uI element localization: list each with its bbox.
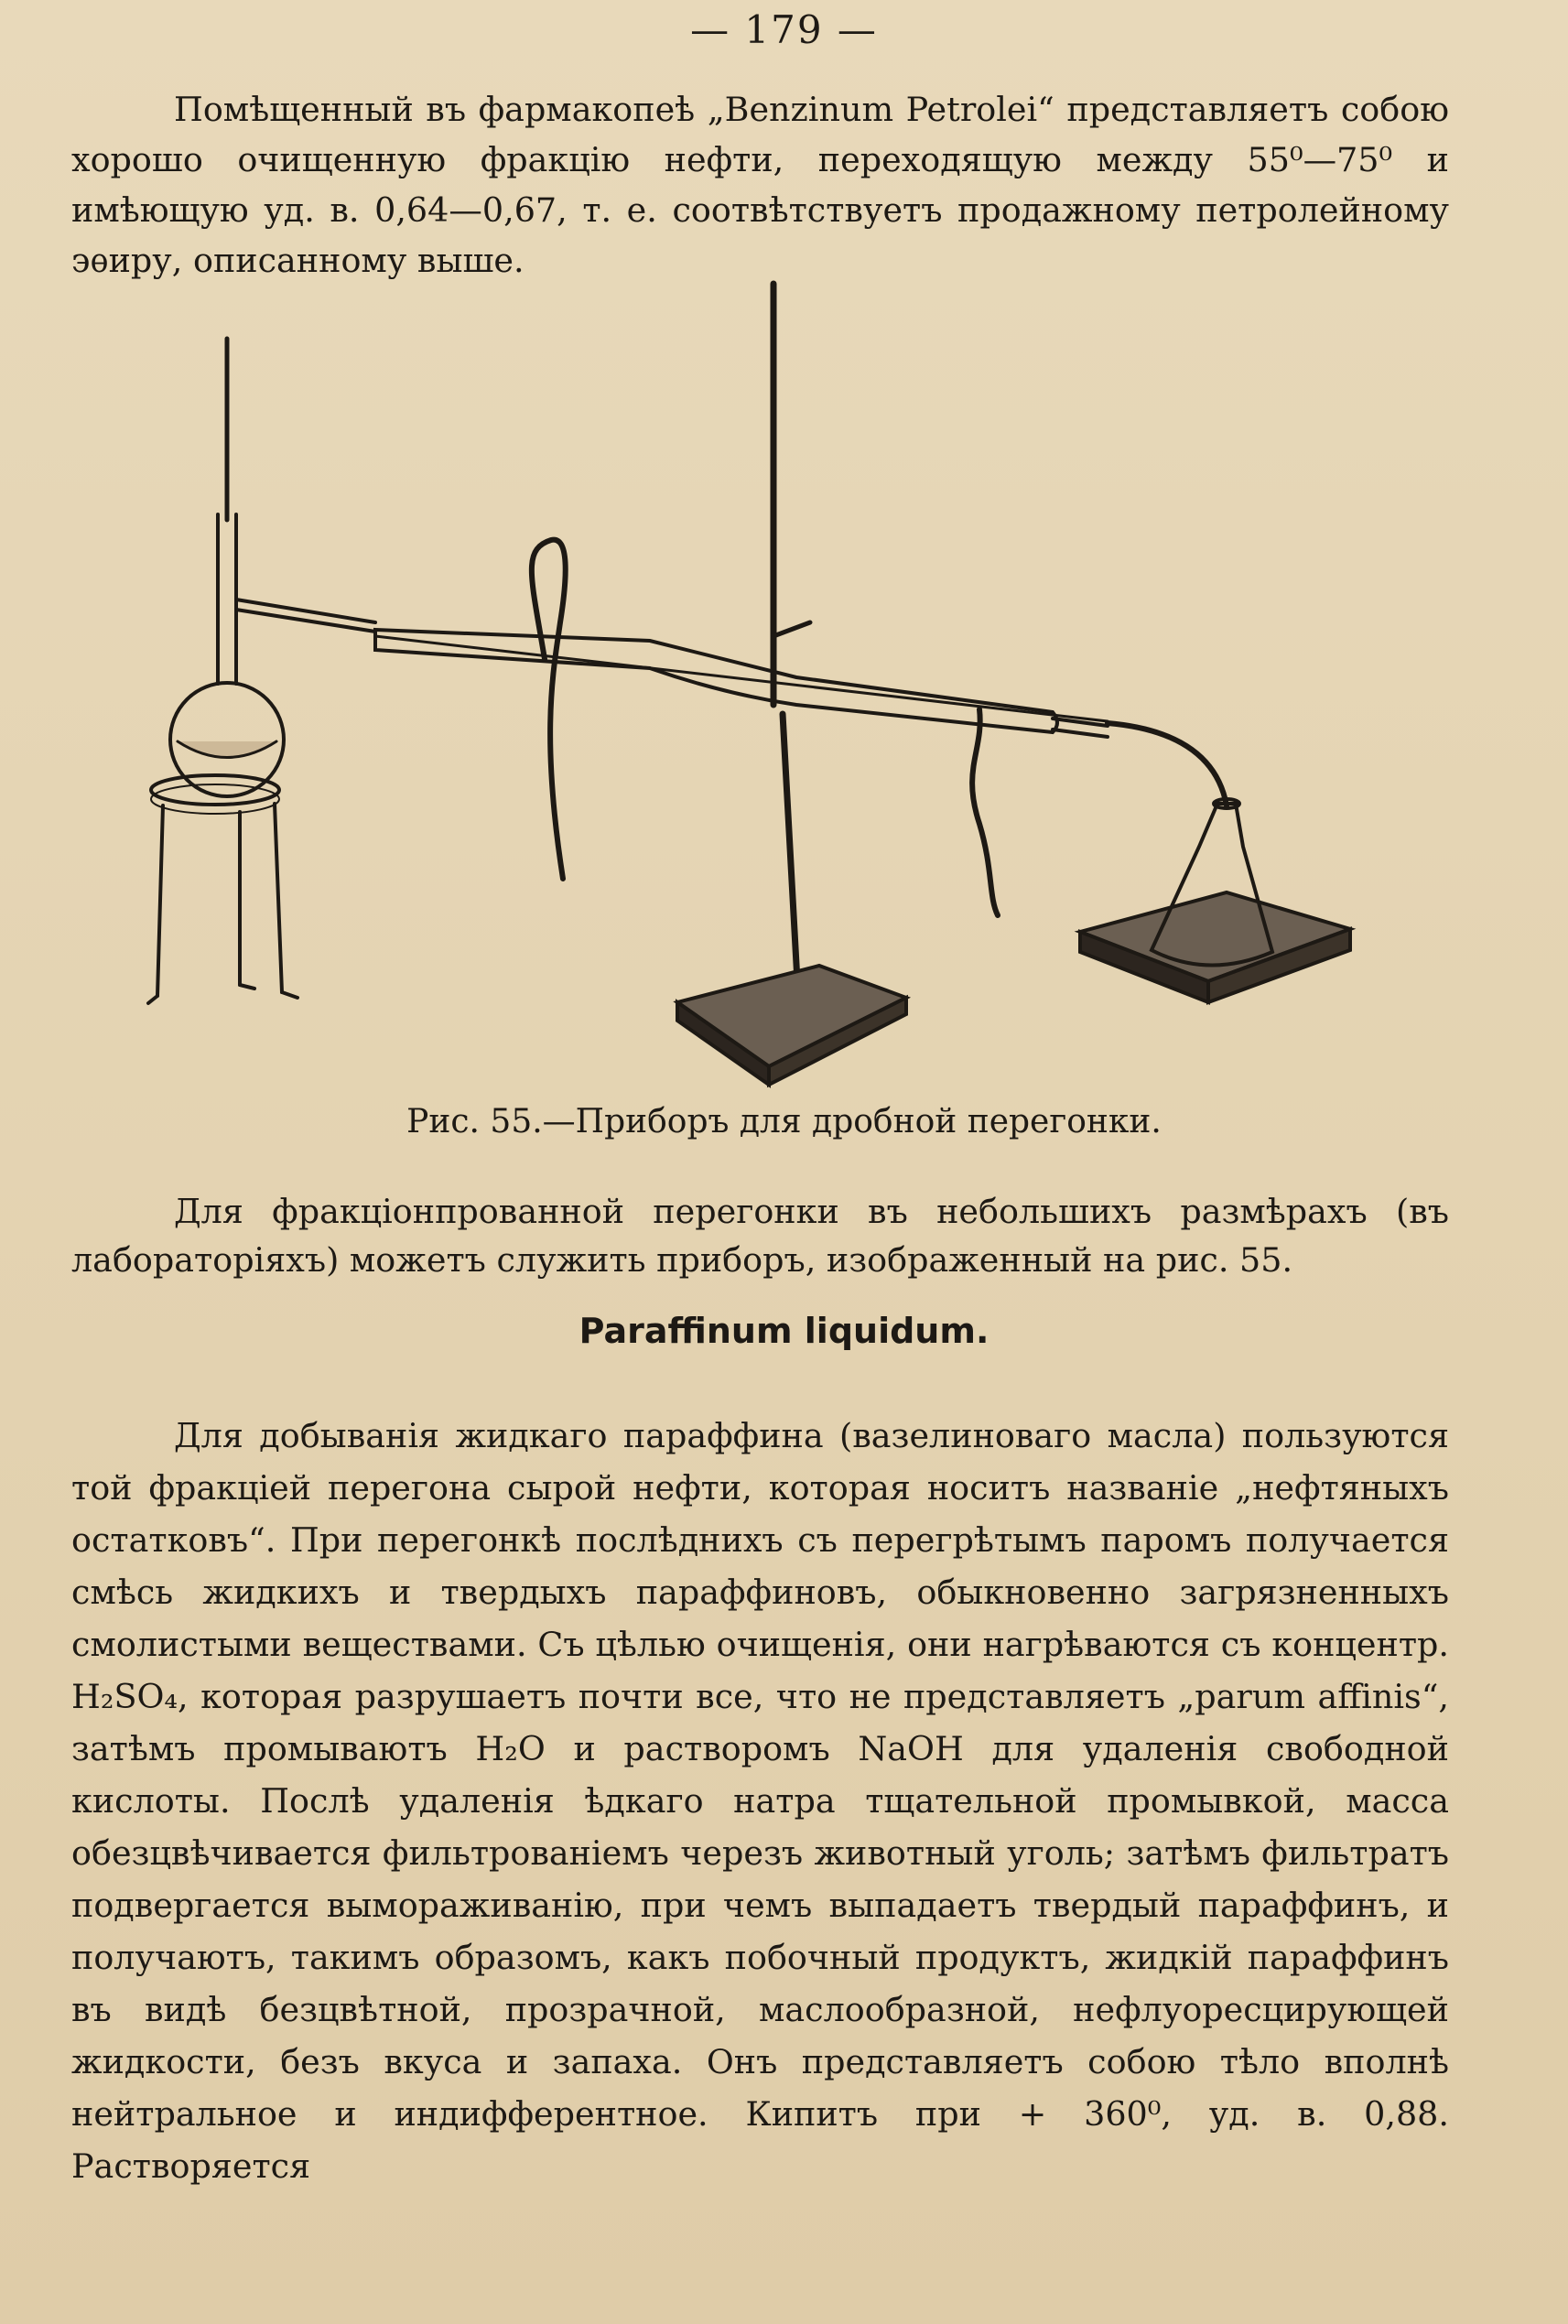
figure-caption: Рис. 55.—Приборъ для дробной перегонки. — [406, 1103, 1162, 1140]
water-hose-outlet — [532, 540, 566, 879]
water-hose-inlet — [972, 709, 998, 915]
liebig-condenser — [375, 630, 1108, 737]
tripod-ring — [151, 775, 279, 805]
tripod-leg — [157, 805, 163, 996]
page-number: — 179 — — [690, 7, 878, 52]
section-heading: Paraffinum liquidum. — [579, 1311, 989, 1351]
paragraph-benzinum: Помѣщенный въ фармакопеѣ „Benzinum Petrolei“ представляетъ собою хорошо очищенную фракцію нефти, переходящую между 55⁰—75⁰ и имѣющую уд. в. 0,64—0,67, т. е. соотвѣтствуетъ продажному петролейному эѳиру, описанному выше. — [71, 90, 1449, 280]
distillation-flask — [170, 514, 284, 796]
paragraph-fractional-distillation: Для фракціонпрованной перегонки въ небольшихъ размѣрахъ (въ лабораторіяхъ) можетъ служить приборъ, изображенный на рис. 55. — [71, 1192, 1449, 1280]
receiving-flask — [1080, 799, 1350, 1002]
tripod-leg — [275, 804, 282, 992]
paragraph-paraffinum: Для добыванія жидкаго параффина (вазелиноваго масла) пользуются той фракціей перегона сырой нефти, которая носитъ названіе „нефтяныхъ остатковъ“. При перегонкѣ послѣднихъ съ перегрѣтымъ паромъ получается смѣсь жидкихъ и твердыхъ параффиновъ, обыкновенно загрязненныхъ смолистыми веществами. Съ цѣлью очищенія, они нагрѣваются съ концентр. H₂SO₄, которая разрушаетъ почти все, что не представляетъ „parum affinis“, затѣмъ промываютъ H₂O и растворомъ NaOH для удаленія свободной кислоты. Послѣ удаленія ѣдкаго натра тщательной промывкой, масса обезцвѣчивается фильтрованіемъ черезъ животный уголь; затѣмъ фильтратъ подвергается вымораживанію, при чемъ выпадаетъ твердый параффинъ, и получаютъ, такимъ образомъ, какъ побочный продуктъ, жидкій параффинъ въ видѣ безцвѣтной, прозрачной, маслообразной, нефлуоресцирующей жидкости, безъ вкуса и запаха. Онъ представляетъ собою тѣло вполнѣ нейтральное и индифферентное. Кипитъ при + 360⁰, уд. в. 0,88. Растворяется — [71, 1416, 1449, 2186]
distillation-apparatus-illustration — [137, 275, 1419, 1098]
